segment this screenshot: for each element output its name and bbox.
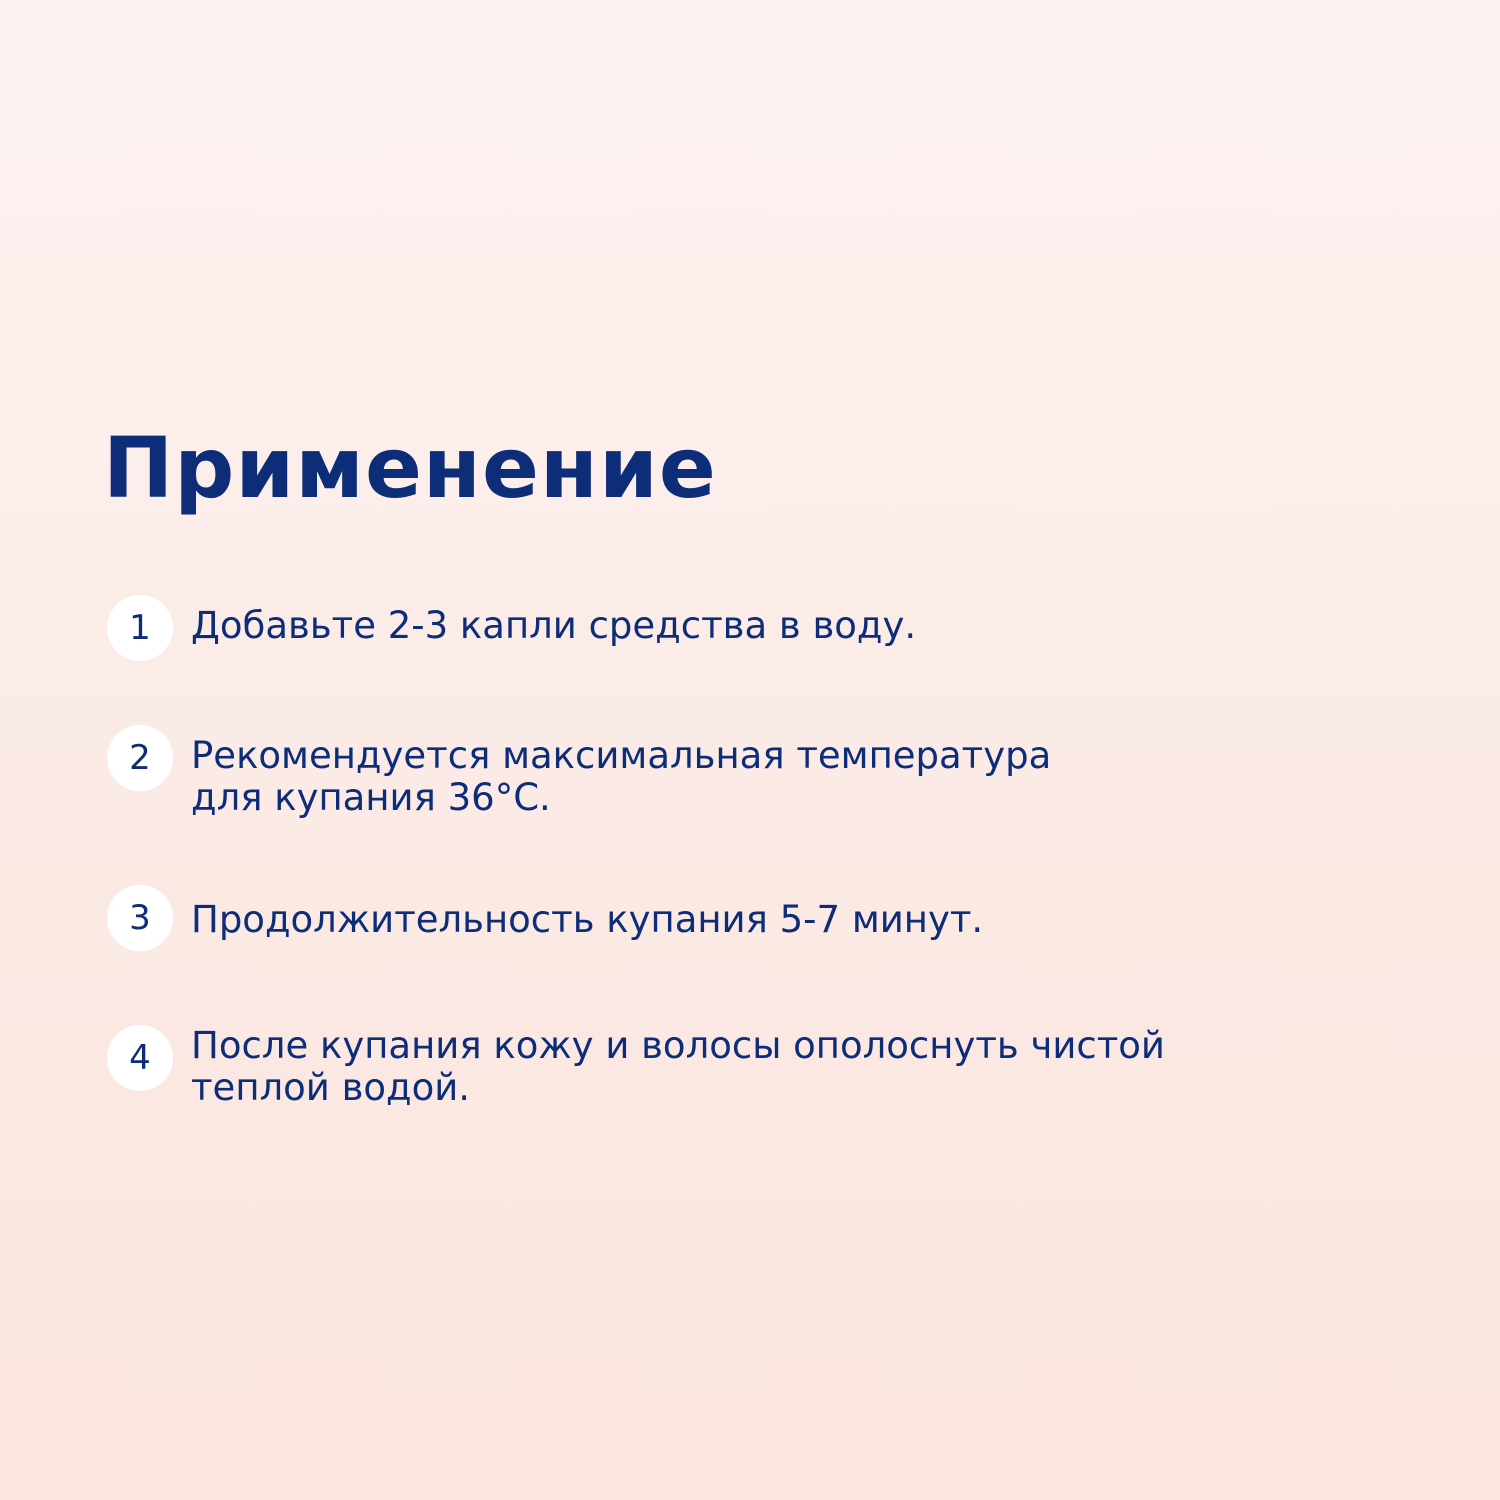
step-text — [191, 1025, 1291, 1109]
step-number-badge: 1 — [107, 595, 173, 661]
step-text — [191, 735, 1291, 819]
step-text-line: Продолжительность купания 5-7 минут. — [191, 898, 984, 941]
step-number-badge: 2 — [107, 725, 173, 791]
page-title: Применение — [103, 419, 717, 517]
step-text-line: для купания 36°С. — [191, 776, 551, 819]
step-text-line: После купания кожу и волосы ополоснуть чистой — [191, 1024, 1165, 1067]
step-text-line: Добавьте 2-3 капли средства в воду. — [191, 604, 917, 647]
step-text-line: теплой водой. — [191, 1066, 471, 1109]
step-text — [191, 899, 1291, 941]
step-number-badge: 4 — [107, 1025, 173, 1091]
step-number-badge: 3 — [107, 885, 173, 951]
step-text — [191, 605, 1291, 647]
step-text-line: Рекомендуется максимальная температура — [191, 734, 1052, 777]
